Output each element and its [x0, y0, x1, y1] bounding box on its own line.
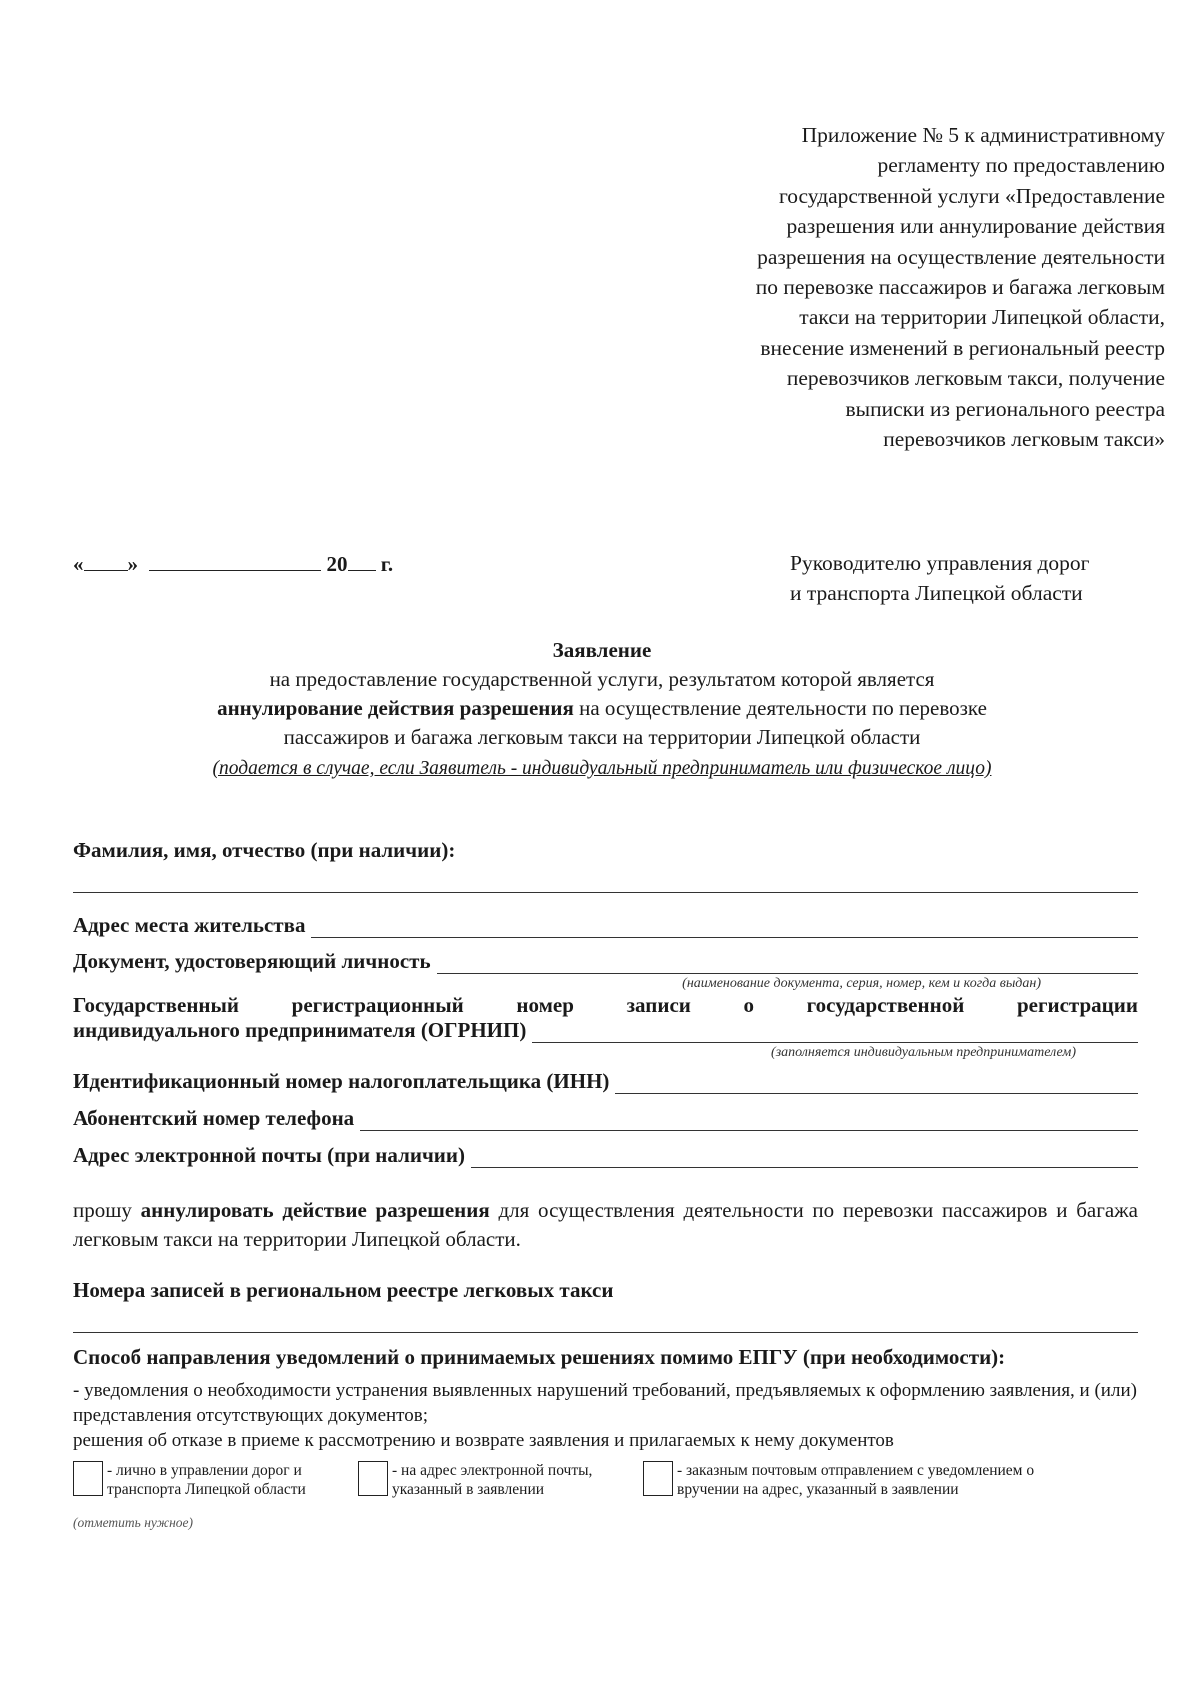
request-bold: аннулировать действие разрешения [140, 1198, 490, 1222]
option-checkbox[interactable] [358, 1461, 388, 1496]
option-label-line-1: - лично в управлении дорог и [107, 1462, 302, 1479]
date-line [73, 552, 393, 577]
appendix-line: внесение изменений в региональный реестр [760, 335, 1165, 360]
applicant-fields [73, 838, 1138, 1531]
inn-row [73, 1069, 1138, 1094]
appendix-line: регламенту по предоставлению [877, 153, 1165, 178]
id-doc-hint: (наименование документа, серия, номер, кем и когда выдан) [682, 976, 1041, 991]
appendix-line: Приложение № 5 к административному [801, 123, 1165, 147]
appendix-line: разрешения на осуществление деятельности [757, 244, 1165, 269]
request-rest: для осуществления деятельности по перевозки пассажиров и багажа легковым такси на территории Липецкой области. [73, 1198, 1138, 1251]
recipient-block [790, 548, 1170, 608]
request-paragraph [73, 1196, 1138, 1254]
ogrnip-input-line[interactable] [532, 1022, 1138, 1043]
phone-row [73, 1106, 1138, 1131]
document-heading: Заявление [552, 638, 652, 662]
option-checkbox[interactable] [643, 1461, 673, 1496]
title-line-2-bold: аннулирование действия разрешения [217, 696, 574, 720]
date-day-blank[interactable] [84, 552, 128, 571]
date-year-blank[interactable] [348, 552, 376, 571]
ogrnip-label-line-2: индивидуального предпринимателя (ОГРНИП) [73, 1018, 527, 1042]
ogrnip-word: государственной [806, 993, 965, 1017]
option-label [677, 1461, 1034, 1499]
ogrnip-word: о [743, 993, 755, 1017]
date-open-quote: « [73, 552, 84, 576]
phone-label: Абонентский номер телефона [73, 1106, 355, 1130]
ogrnip-word: Государственный [73, 993, 240, 1017]
ogrnip-word: номер [516, 993, 574, 1017]
appendix-line: выписки из регионального реестра [845, 396, 1165, 421]
option-email[interactable] [358, 1461, 643, 1499]
id-doc-input-line[interactable] [437, 953, 1138, 974]
option-label [107, 1461, 306, 1499]
inn-label: Идентификационный номер налогоплательщика (ИНН) [73, 1069, 610, 1093]
ogrnip-word: регистрационный [291, 993, 464, 1017]
recipient-line-2: и транспорта Липецкой области [790, 581, 1083, 605]
appendix-line: такси на территории Липецкой области, [799, 305, 1165, 330]
request-prefix: прошу [73, 1198, 141, 1222]
phone-input-line[interactable] [360, 1110, 1138, 1131]
option-label-line-1: - на адрес электронной почты, [392, 1462, 593, 1479]
address-label: Адрес места жительства [73, 913, 306, 937]
date-month-blank[interactable] [149, 552, 321, 571]
notification-options [73, 1461, 1138, 1499]
notification-text-1: - уведомления о необходимости устранения выявленных нарушений требований, предъявляемых к оформлению заявления, и (или) представления отсутствующих документов; [73, 1380, 1137, 1426]
email-row [73, 1143, 1138, 1168]
appendix-line: перевозчиков легковым такси» [883, 427, 1165, 452]
appendix-line: разрешения или аннулирование действия [786, 214, 1165, 239]
option-in-person[interactable] [73, 1461, 358, 1499]
ogrnip-word: регистрации [1016, 993, 1138, 1017]
fio-label: Фамилия, имя, отчество (при наличии): [73, 838, 456, 862]
title-line-2-rest: на осуществление деятельности по перевозке [573, 696, 987, 720]
option-label-line-2: транспорта Липецкой области [107, 1481, 306, 1498]
appendix-line: государственной услуги «Предоставление [778, 183, 1165, 208]
notification-method-title: Способ направления уведомлений о принимаемых решениях помимо ЕПГУ (при необходимости): [73, 1345, 1006, 1369]
recipient-line-1: Руководителю управления дорог [790, 551, 1090, 575]
id-doc-label: Документ, удостоверяющий личность [73, 949, 431, 973]
date-close-quote: » [127, 552, 138, 576]
date-year-suffix: г. [375, 552, 394, 576]
notification-text-2: решения об отказе в приеме к рассмотрению и возврате заявления и прилагаемых к нему документов [73, 1430, 894, 1451]
title-line-1: на предоставление государственной услуги, результатом которой является [269, 667, 935, 691]
document-title-block [70, 636, 1134, 783]
title-line-3: пассажиров и багажа легковым такси на территории Липецкой области [283, 725, 921, 749]
appendix-reference [640, 120, 1165, 454]
option-registered-mail[interactable] [643, 1461, 1034, 1499]
mark-note: (отметить нужное) [73, 1515, 194, 1530]
ogrnip-hint: (заполняется индивидуальным предпринимателем) [771, 1045, 1076, 1060]
date-year-prefix: 20 [326, 552, 348, 576]
registry-input-line[interactable] [73, 1331, 1138, 1333]
ogrnip-word: записи [626, 993, 691, 1017]
option-label [392, 1461, 592, 1499]
appendix-line: перевозчиков легковым такси, получение [786, 366, 1165, 391]
inn-input-line[interactable] [615, 1073, 1138, 1094]
option-checkbox[interactable] [73, 1461, 103, 1496]
address-input-line[interactable] [311, 917, 1138, 938]
email-label: Адрес электронной почты (при наличии) [73, 1143, 465, 1167]
option-label-line-2: вручении на адрес, указанный в заявлении [677, 1481, 959, 1498]
registry-label: Номера записей в региональном реестре легковых такси [73, 1278, 614, 1302]
email-input-line[interactable] [471, 1147, 1138, 1168]
appendix-line: по перевозке пассажиров и багажа легковым [755, 275, 1165, 300]
ogrnip-label-line-1 [73, 993, 1138, 1018]
title-note: (подается в случае, если Заявитель - индивидуальный предприниматель или физическое лицо) [212, 758, 992, 779]
ogrnip-row [73, 1018, 1138, 1043]
title-line-2 [70, 694, 1134, 723]
option-label-line-2: указанный в заявлении [392, 1481, 545, 1498]
id-doc-row [73, 949, 1138, 974]
option-label-line-1: - заказным почтовым отправлением с уведомлением о [677, 1462, 1035, 1479]
fio-input-line[interactable] [73, 891, 1138, 893]
address-row [73, 913, 1138, 938]
